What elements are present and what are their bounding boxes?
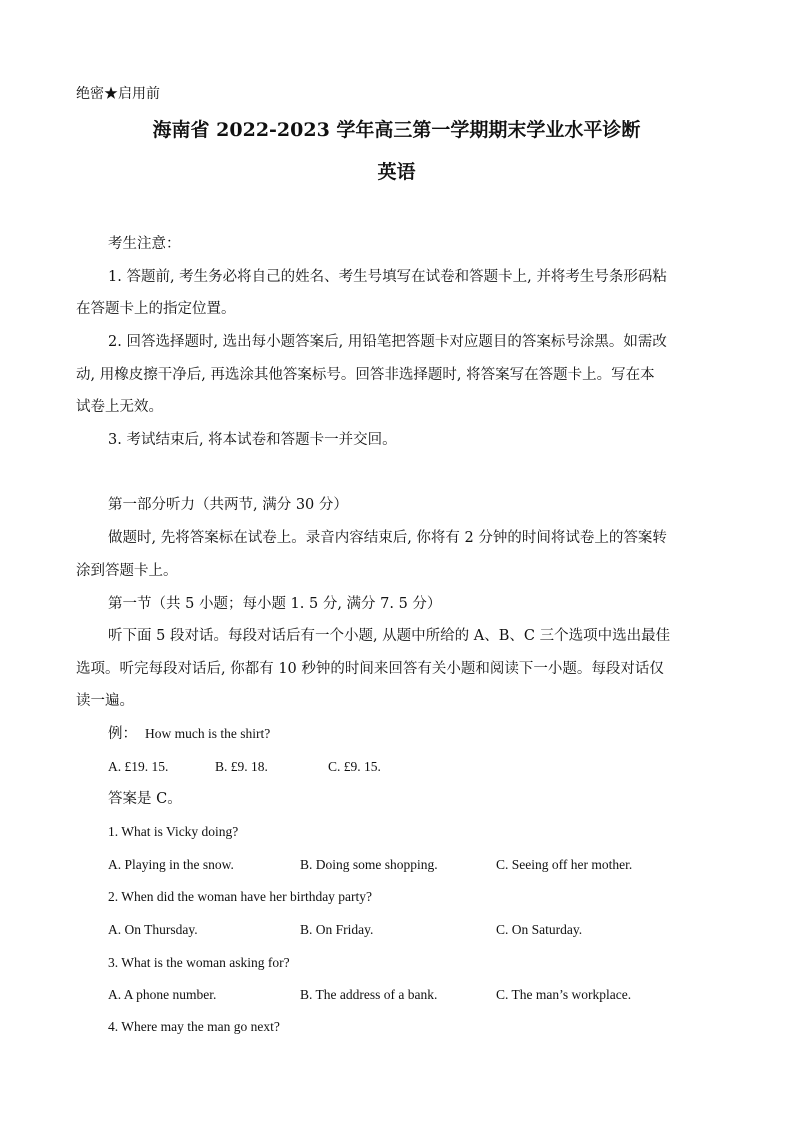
- notice-item-2-line-1: 2. 回答选择题时, 选出每小题答案后, 用铅笔把答题卡对应题目的答案标号涂黑。如需改: [108, 334, 667, 350]
- notice-item-1-line-2: 在答题卡上的指定位置。: [76, 301, 236, 317]
- example-prefix: 例：: [108, 726, 137, 742]
- question-2: 2. When did the woman have her birthday party?: [108, 889, 373, 904]
- part1-intro-line-1: 做题时, 先将答案标在试卷上。录音内容结束后, 你将有 2 分钟的时间将试卷上的答案转: [108, 530, 667, 546]
- section1-line-2: 选项。听完每段对话后, 你都有 10 秒钟的时间来回答有关小题和阅读下一小题。每段对话仅: [76, 661, 664, 677]
- question-3-option-b: B. The address of a bank.: [300, 987, 438, 1002]
- question-1-option-a: A. Playing in the snow.: [108, 857, 234, 872]
- question-3-option-c: C. The man’s workplace.: [496, 987, 632, 1002]
- question-1: 1. What is Vicky doing?: [108, 824, 239, 839]
- question-2-option-b: B. On Friday.: [300, 922, 374, 937]
- notice-item-1-line-1: 1. 答题前, 考生务必将自己的姓名、考生号填写在试卷和答题卡上, 并将考生号条形码粘: [108, 269, 667, 285]
- confidential-label: 绝密★启用前: [76, 86, 160, 102]
- section1-heading: 第一节（共 5 小题；每小题 1. 5 分, 满分 7. 5 分）: [108, 596, 442, 612]
- question-1-option-c: C. Seeing off her mother.: [496, 857, 633, 872]
- question-4: 4. Where may the man go next?: [108, 1019, 280, 1034]
- notice-item-2-line-2: 动, 用橡皮擦干净后, 再选涂其他答案标号。回答非选择题时, 将答案写在答题卡上。写在本: [76, 367, 655, 383]
- exam-title: 海南省 2022-2023 学年高三第一学期期末学业水平诊断: [152, 119, 641, 141]
- example-option-a: A. £19. 15.: [108, 759, 169, 774]
- section1-line-1: 听下面 5 段对话。每段对话后有一个小题, 从题中所给的 A、B、C 三个选项中选出最佳: [108, 628, 671, 644]
- example-option-c: C. £9. 15.: [328, 759, 381, 774]
- notice-heading: 考生注意：: [108, 236, 181, 252]
- question-1-option-b: B. Doing some shopping.: [300, 857, 438, 872]
- section1-line-3: 读一遍。: [76, 693, 134, 709]
- question-2-option-c: C. On Saturday.: [496, 922, 583, 937]
- question-2-option-a: A. On Thursday.: [108, 922, 198, 937]
- part1-heading: 第一部分听力（共两节, 满分 30 分）: [108, 497, 348, 513]
- subject-title: 英语: [377, 161, 416, 183]
- example-question: How much is the shirt?: [145, 726, 271, 741]
- question-3: 3. What is the woman asking for?: [108, 955, 290, 970]
- notice-item-2-line-3: 试卷上无效。: [76, 399, 163, 415]
- notice-item-3: 3. 考试结束后, 将本试卷和答题卡一并交回。: [108, 432, 397, 448]
- example-option-b: B. £9. 18.: [215, 759, 268, 774]
- example-answer: 答案是 C。: [108, 791, 182, 807]
- part1-intro-line-2: 涂到答题卡上。: [76, 563, 178, 579]
- question-3-option-a: A. A phone number.: [108, 987, 217, 1002]
